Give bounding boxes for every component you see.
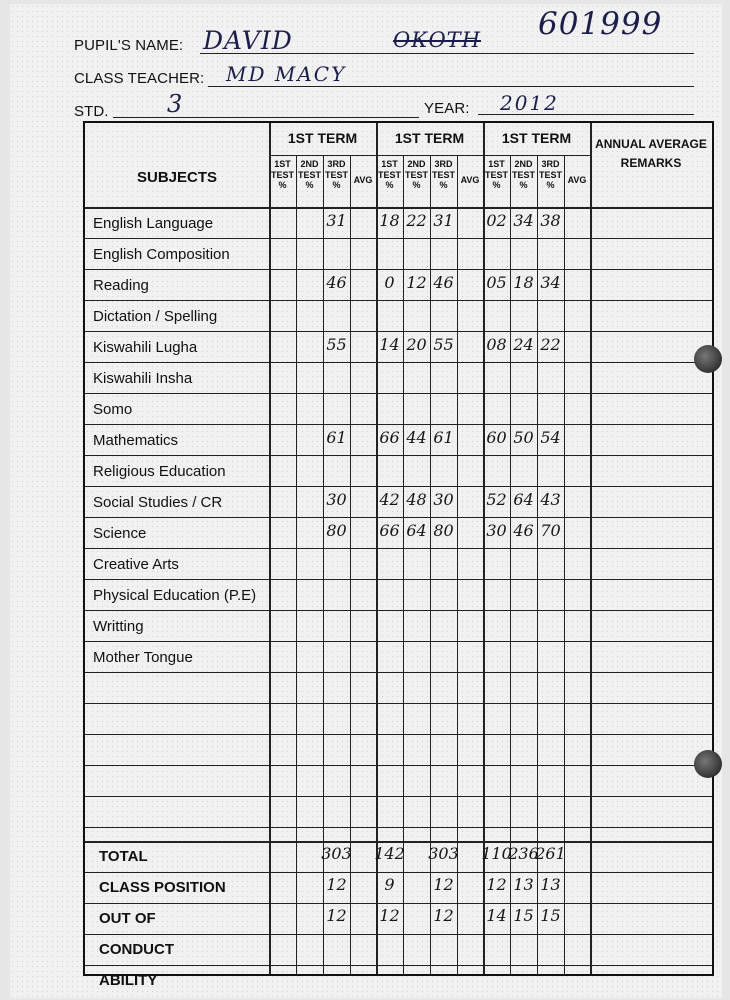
score-cell: 12 — [379, 906, 400, 925]
score-cell: 0 — [384, 273, 395, 292]
score-cell: 14 — [486, 906, 507, 925]
score-cell: 46 — [513, 521, 534, 540]
subject-name: Mother Tongue — [93, 649, 193, 666]
footer-label: CONDUCT — [99, 941, 174, 958]
class-teacher-value: MD MACY — [226, 62, 347, 86]
score-cell: 303 — [321, 844, 352, 863]
std-label: STD. — [74, 103, 109, 120]
term-header: 1ST TERM — [501, 130, 572, 146]
score-cell: 24 — [513, 335, 534, 354]
sub-header-test1: 1ST TEST % — [377, 159, 401, 190]
score-cell: 64 — [406, 521, 427, 540]
row-divider — [85, 734, 712, 735]
subject-name: Social Studies / CR — [93, 494, 223, 511]
report-card-sheet — [10, 4, 722, 998]
row-divider — [85, 238, 712, 239]
score-cell: 261 — [535, 844, 566, 863]
footer-label: CLASS POSITION — [99, 879, 226, 896]
sub-header-test3: 3RD TEST % — [431, 159, 455, 190]
subject-name: Religious Education — [93, 463, 226, 480]
score-cell: 12 — [486, 875, 507, 894]
subject-name: Science — [93, 525, 147, 542]
score-cell: 142 — [374, 844, 405, 863]
score-cell: 14 — [379, 335, 400, 354]
score-cell: 30 — [326, 490, 347, 509]
row-divider — [85, 424, 712, 425]
score-cell: 22 — [540, 335, 561, 354]
term-header: 1ST TERM — [394, 130, 465, 146]
score-cell: 31 — [326, 211, 347, 230]
score-cell: 9 — [384, 875, 395, 894]
sub-header-test1: 1ST TEST % — [484, 159, 508, 190]
sub-header-test2: 2ND TEST % — [404, 159, 428, 190]
binder-hole — [694, 345, 722, 373]
subject-name: Physical Education (P.E) — [93, 587, 257, 604]
score-cell: 55 — [326, 335, 347, 354]
subject-name: Creative Arts — [93, 556, 179, 573]
score-cell: 15 — [540, 906, 561, 925]
score-cell: 44 — [406, 428, 427, 447]
row-divider — [85, 517, 712, 518]
score-cell: 34 — [513, 211, 534, 230]
score-cell: 42 — [379, 490, 400, 509]
annual-average-remarks-header: ANNUAL AVERAGE REMARKS — [595, 137, 707, 170]
row-divider — [85, 207, 712, 209]
score-cell: 50 — [513, 428, 534, 447]
score-cell: 66 — [379, 521, 400, 540]
reference-number: 601999 — [538, 6, 663, 42]
score-cell: 80 — [326, 521, 347, 540]
row-divider — [85, 672, 712, 673]
year-label: YEAR: — [424, 100, 470, 117]
score-cell: 12 — [433, 906, 454, 925]
score-cell: 236 — [508, 844, 539, 863]
footer-label: TOTAL — [99, 848, 148, 865]
subject-name: Reading — [93, 277, 149, 294]
row-divider — [85, 934, 712, 935]
row-divider — [85, 610, 712, 611]
sub-header-avg: AVG — [353, 175, 373, 185]
score-cell: 46 — [433, 273, 454, 292]
row-divider — [85, 765, 712, 766]
year-value: 2012 — [500, 91, 559, 115]
sub-header-test3: 3RD TEST % — [324, 159, 348, 190]
sub-header-test1: 1ST TEST % — [270, 159, 294, 190]
row-divider — [85, 703, 712, 704]
subject-name: English Language — [93, 215, 214, 232]
score-cell: 31 — [433, 211, 454, 230]
row-divider — [269, 155, 590, 156]
column-divider — [296, 155, 297, 974]
subject-name: Somo — [93, 401, 133, 418]
subject-name: Mathematics — [93, 432, 179, 449]
score-cell: 110 — [481, 844, 512, 863]
score-cell: 34 — [540, 273, 561, 292]
footer-label: OUT OF — [99, 910, 156, 927]
row-divider — [85, 393, 712, 394]
score-cell: 18 — [379, 211, 400, 230]
sub-header-avg: AVG — [567, 175, 587, 185]
row-divider — [85, 641, 712, 642]
score-cell: 52 — [486, 490, 507, 509]
score-cell: 15 — [513, 906, 534, 925]
sub-header-avg: AVG — [460, 175, 480, 185]
term-header: 1ST TERM — [287, 130, 358, 146]
std-line — [113, 117, 419, 118]
row-divider — [85, 455, 712, 456]
row-divider — [85, 903, 712, 904]
class-teacher-label: CLASS TEACHER: — [74, 70, 205, 87]
row-divider — [85, 362, 712, 363]
score-cell: 66 — [379, 428, 400, 447]
subject-name: English Composition — [93, 246, 230, 263]
score-cell: 13 — [540, 875, 561, 894]
score-cell: 12 — [326, 906, 347, 925]
subject-name: Kiswahili Insha — [93, 370, 193, 387]
subjects-header: SUBJECTS — [136, 169, 218, 186]
score-cell: 13 — [513, 875, 534, 894]
row-divider — [85, 965, 712, 966]
score-cell: 54 — [540, 428, 561, 447]
score-cell: 12 — [433, 875, 454, 894]
row-divider — [85, 331, 712, 332]
binder-hole — [694, 750, 722, 778]
score-cell: 12 — [406, 273, 427, 292]
score-cell: 55 — [433, 335, 454, 354]
sub-header-test2: 2ND TEST % — [297, 159, 321, 190]
score-cell: 08 — [486, 335, 507, 354]
score-cell: 38 — [540, 211, 561, 230]
score-cell: 60 — [486, 428, 507, 447]
row-divider — [85, 300, 712, 301]
score-cell: 43 — [540, 490, 561, 509]
score-cell: 303 — [428, 844, 459, 863]
score-cell: 61 — [433, 428, 454, 447]
score-cell: 70 — [540, 521, 561, 540]
row-divider — [85, 796, 712, 797]
score-cell: 64 — [513, 490, 534, 509]
pupil-first-name: DAVID — [203, 26, 293, 55]
score-cell: 20 — [406, 335, 427, 354]
grades-table — [83, 121, 714, 989]
row-divider — [85, 827, 712, 828]
pupil-last-name: ОКОТН — [393, 28, 482, 52]
std-value: 3 — [167, 90, 183, 118]
score-cell: 05 — [486, 273, 507, 292]
sub-header-test3: 3RD TEST % — [538, 159, 562, 190]
score-cell: 02 — [486, 211, 507, 230]
row-divider — [85, 841, 712, 843]
row-divider — [85, 269, 712, 270]
row-divider — [85, 579, 712, 580]
score-cell: 18 — [513, 273, 534, 292]
row-divider — [85, 486, 712, 487]
pupil-name-label: PUPIL'S NAME: — [74, 37, 184, 54]
footer-label: ABILITY — [99, 972, 158, 989]
score-cell: 30 — [433, 490, 454, 509]
score-cell: 30 — [486, 521, 507, 540]
sub-header-test2: 2ND TEST % — [511, 159, 535, 190]
score-cell: 12 — [326, 875, 347, 894]
score-cell: 22 — [406, 211, 427, 230]
subject-name: Writting — [93, 618, 144, 635]
score-cell: 46 — [326, 273, 347, 292]
subject-name: Kiswahili Lugha — [93, 339, 198, 356]
score-cell: 48 — [406, 490, 427, 509]
row-divider — [85, 872, 712, 873]
subject-name: Dictation / Spelling — [93, 308, 218, 325]
score-cell: 61 — [326, 428, 347, 447]
score-cell: 80 — [433, 521, 454, 540]
class-teacher-line — [208, 86, 694, 87]
row-divider — [85, 548, 712, 549]
